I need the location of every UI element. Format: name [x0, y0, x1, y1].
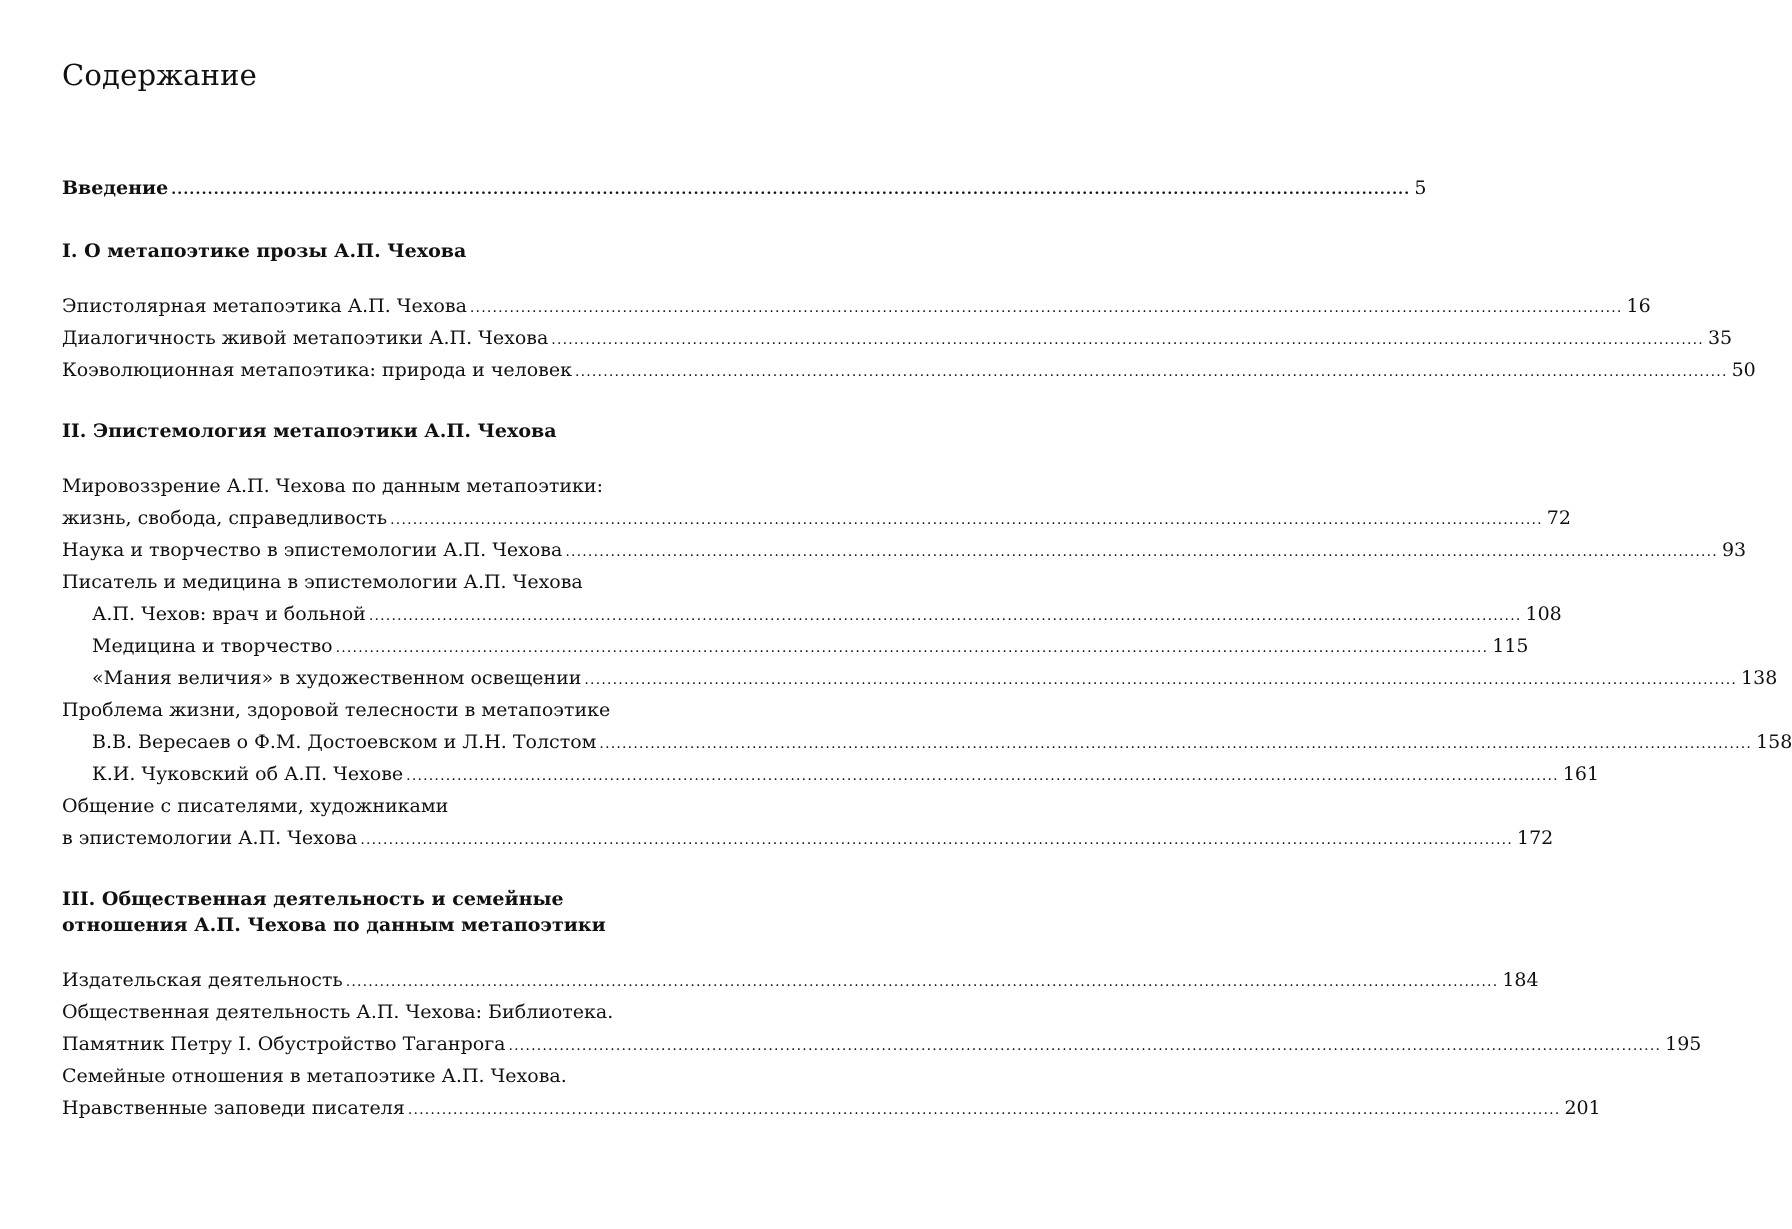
dot-leader: ............................................................................................................................................................................................................: [469, 300, 1623, 316]
toc-entry-label: В.В. Вересаев о Ф.М. Достоевском и Л.Н. Толстом: [92, 731, 597, 753]
toc-entry: [62, 322, 1733, 354]
dot-leader: ............................................................................................................................................................................................................: [345, 974, 1499, 990]
dot-leader: ............................................................................................................................................................................................................: [360, 832, 1513, 848]
table-of-contents: [62, 172, 1792, 1124]
toc-page-number: 35: [1707, 327, 1733, 349]
toc-subentry: [62, 758, 1600, 790]
toc-entry-label: Медицина и творчество: [92, 635, 333, 657]
toc-entry: [62, 534, 1747, 566]
toc-entry-label: Введение: [62, 177, 169, 199]
toc-entry-label: Наука и творчество в эпистемологии А.П. Чехова: [62, 539, 563, 561]
toc-entry-label: Издательская деятельность: [62, 969, 343, 991]
toc-subentry: [62, 662, 1778, 694]
toc-entry: [62, 1092, 1601, 1124]
dot-leader: ............................................................................................................................................................................................................: [565, 544, 1718, 560]
toc-entry-label: Коэволюционная метапоэтика: природа и человек: [62, 359, 572, 381]
toc-entry-label: Эпистолярная метапоэтика А.П. Чехова: [62, 295, 467, 317]
toc-page-number: 184: [1502, 969, 1539, 991]
toc-page-number: 72: [1546, 507, 1571, 529]
toc-entry-line: Общение с писателями, художниками: [62, 795, 449, 817]
toc-entry: [62, 964, 1539, 996]
toc-page-number: 108: [1525, 603, 1562, 625]
dot-leader: ............................................................................................................................................................................................................: [551, 332, 1704, 348]
page-title: Содержание: [62, 58, 258, 92]
toc-entry: [62, 822, 1554, 854]
toc-entry-line: Общественная деятельность А.П. Чехова: Библиотека.: [62, 1001, 614, 1023]
toc-entry-line: Семейные отношения в метапоэтике А.П. Чехова.: [62, 1065, 567, 1087]
dot-leader: ............................................................................................................................................................................................................: [406, 768, 1559, 784]
dot-leader: ............................................................................................................................................................................................................: [368, 608, 1522, 624]
toc-page-number: 201: [1564, 1097, 1601, 1119]
toc-entry-label: К.И. Чуковский об А.П. Чехове: [92, 763, 404, 785]
toc-entry-label: Диалогичность живой метапоэтики А.П. Чехова: [62, 327, 549, 349]
toc-entry-label: Нравственные заповеди писателя: [62, 1097, 405, 1119]
toc-page-number: 5: [1414, 177, 1427, 199]
toc-entry-intro: [62, 172, 1427, 204]
toc-page-number: 195: [1665, 1033, 1702, 1055]
toc-entry-label: «Мания величия» в художественном освещении: [92, 667, 582, 689]
toc-subentry: [62, 630, 1529, 662]
toc-entry: [62, 290, 1651, 322]
section-heading-3-cont: отношения А.П. Чехова по данным метапоэтики: [62, 914, 606, 936]
section-heading-2: II. Эпистемология метапоэтики А.П. Чехова: [62, 420, 557, 442]
toc-subentry: [62, 598, 1562, 630]
toc-page-number: 16: [1626, 295, 1651, 317]
dot-leader: ............................................................................................................................................................................................................: [407, 1102, 1561, 1118]
section-heading-3: III. Общественная деятельность и семейные: [62, 888, 564, 910]
toc-page-number: 158: [1756, 731, 1792, 753]
toc-entry: [62, 354, 1756, 386]
toc-subheading: Проблема жизни, здоровой телесности в метапоэтике: [62, 699, 611, 721]
toc-entry: [62, 502, 1571, 534]
toc-entry-label: Памятник Петру I. Обустройство Таганрога: [62, 1033, 506, 1055]
toc-page-number: 138: [1741, 667, 1778, 689]
toc-entry-label: в эпистемологии А.П. Чехова: [62, 827, 358, 849]
toc-subentry: [62, 726, 1792, 758]
toc-page-number: 172: [1516, 827, 1554, 849]
toc-page-number: 161: [1562, 763, 1600, 785]
toc-page-number: 115: [1492, 635, 1529, 657]
toc-entry-label: А.П. Чехов: врач и больной: [92, 603, 366, 625]
toc-entry: [62, 1028, 1702, 1060]
toc-entry-line: Мировоззрение А.П. Чехова по данным метапоэтики:: [62, 475, 603, 497]
dot-leader: ............................................................................................................................................................................................................: [171, 182, 1411, 198]
toc-subheading: Писатель и медицина в эпистемологии А.П. Чехова: [62, 571, 583, 593]
dot-leader: ............................................................................................................................................................................................................: [508, 1038, 1662, 1054]
section-heading-1: I. О метапоэтике прозы А.П. Чехова: [62, 240, 467, 262]
dot-leader: ............................................................................................................................................................................................................: [574, 364, 1728, 380]
dot-leader: ............................................................................................................................................................................................................: [599, 736, 1753, 752]
dot-leader: ............................................................................................................................................................................................................: [584, 672, 1738, 688]
dot-leader: ............................................................................................................................................................................................................: [335, 640, 1489, 656]
dot-leader: ............................................................................................................................................................................................................: [390, 512, 1543, 528]
toc-entry-label: жизнь, свобода, справедливость: [62, 507, 388, 529]
toc-page-number: 93: [1721, 539, 1747, 561]
toc-page-number: 50: [1731, 359, 1756, 381]
